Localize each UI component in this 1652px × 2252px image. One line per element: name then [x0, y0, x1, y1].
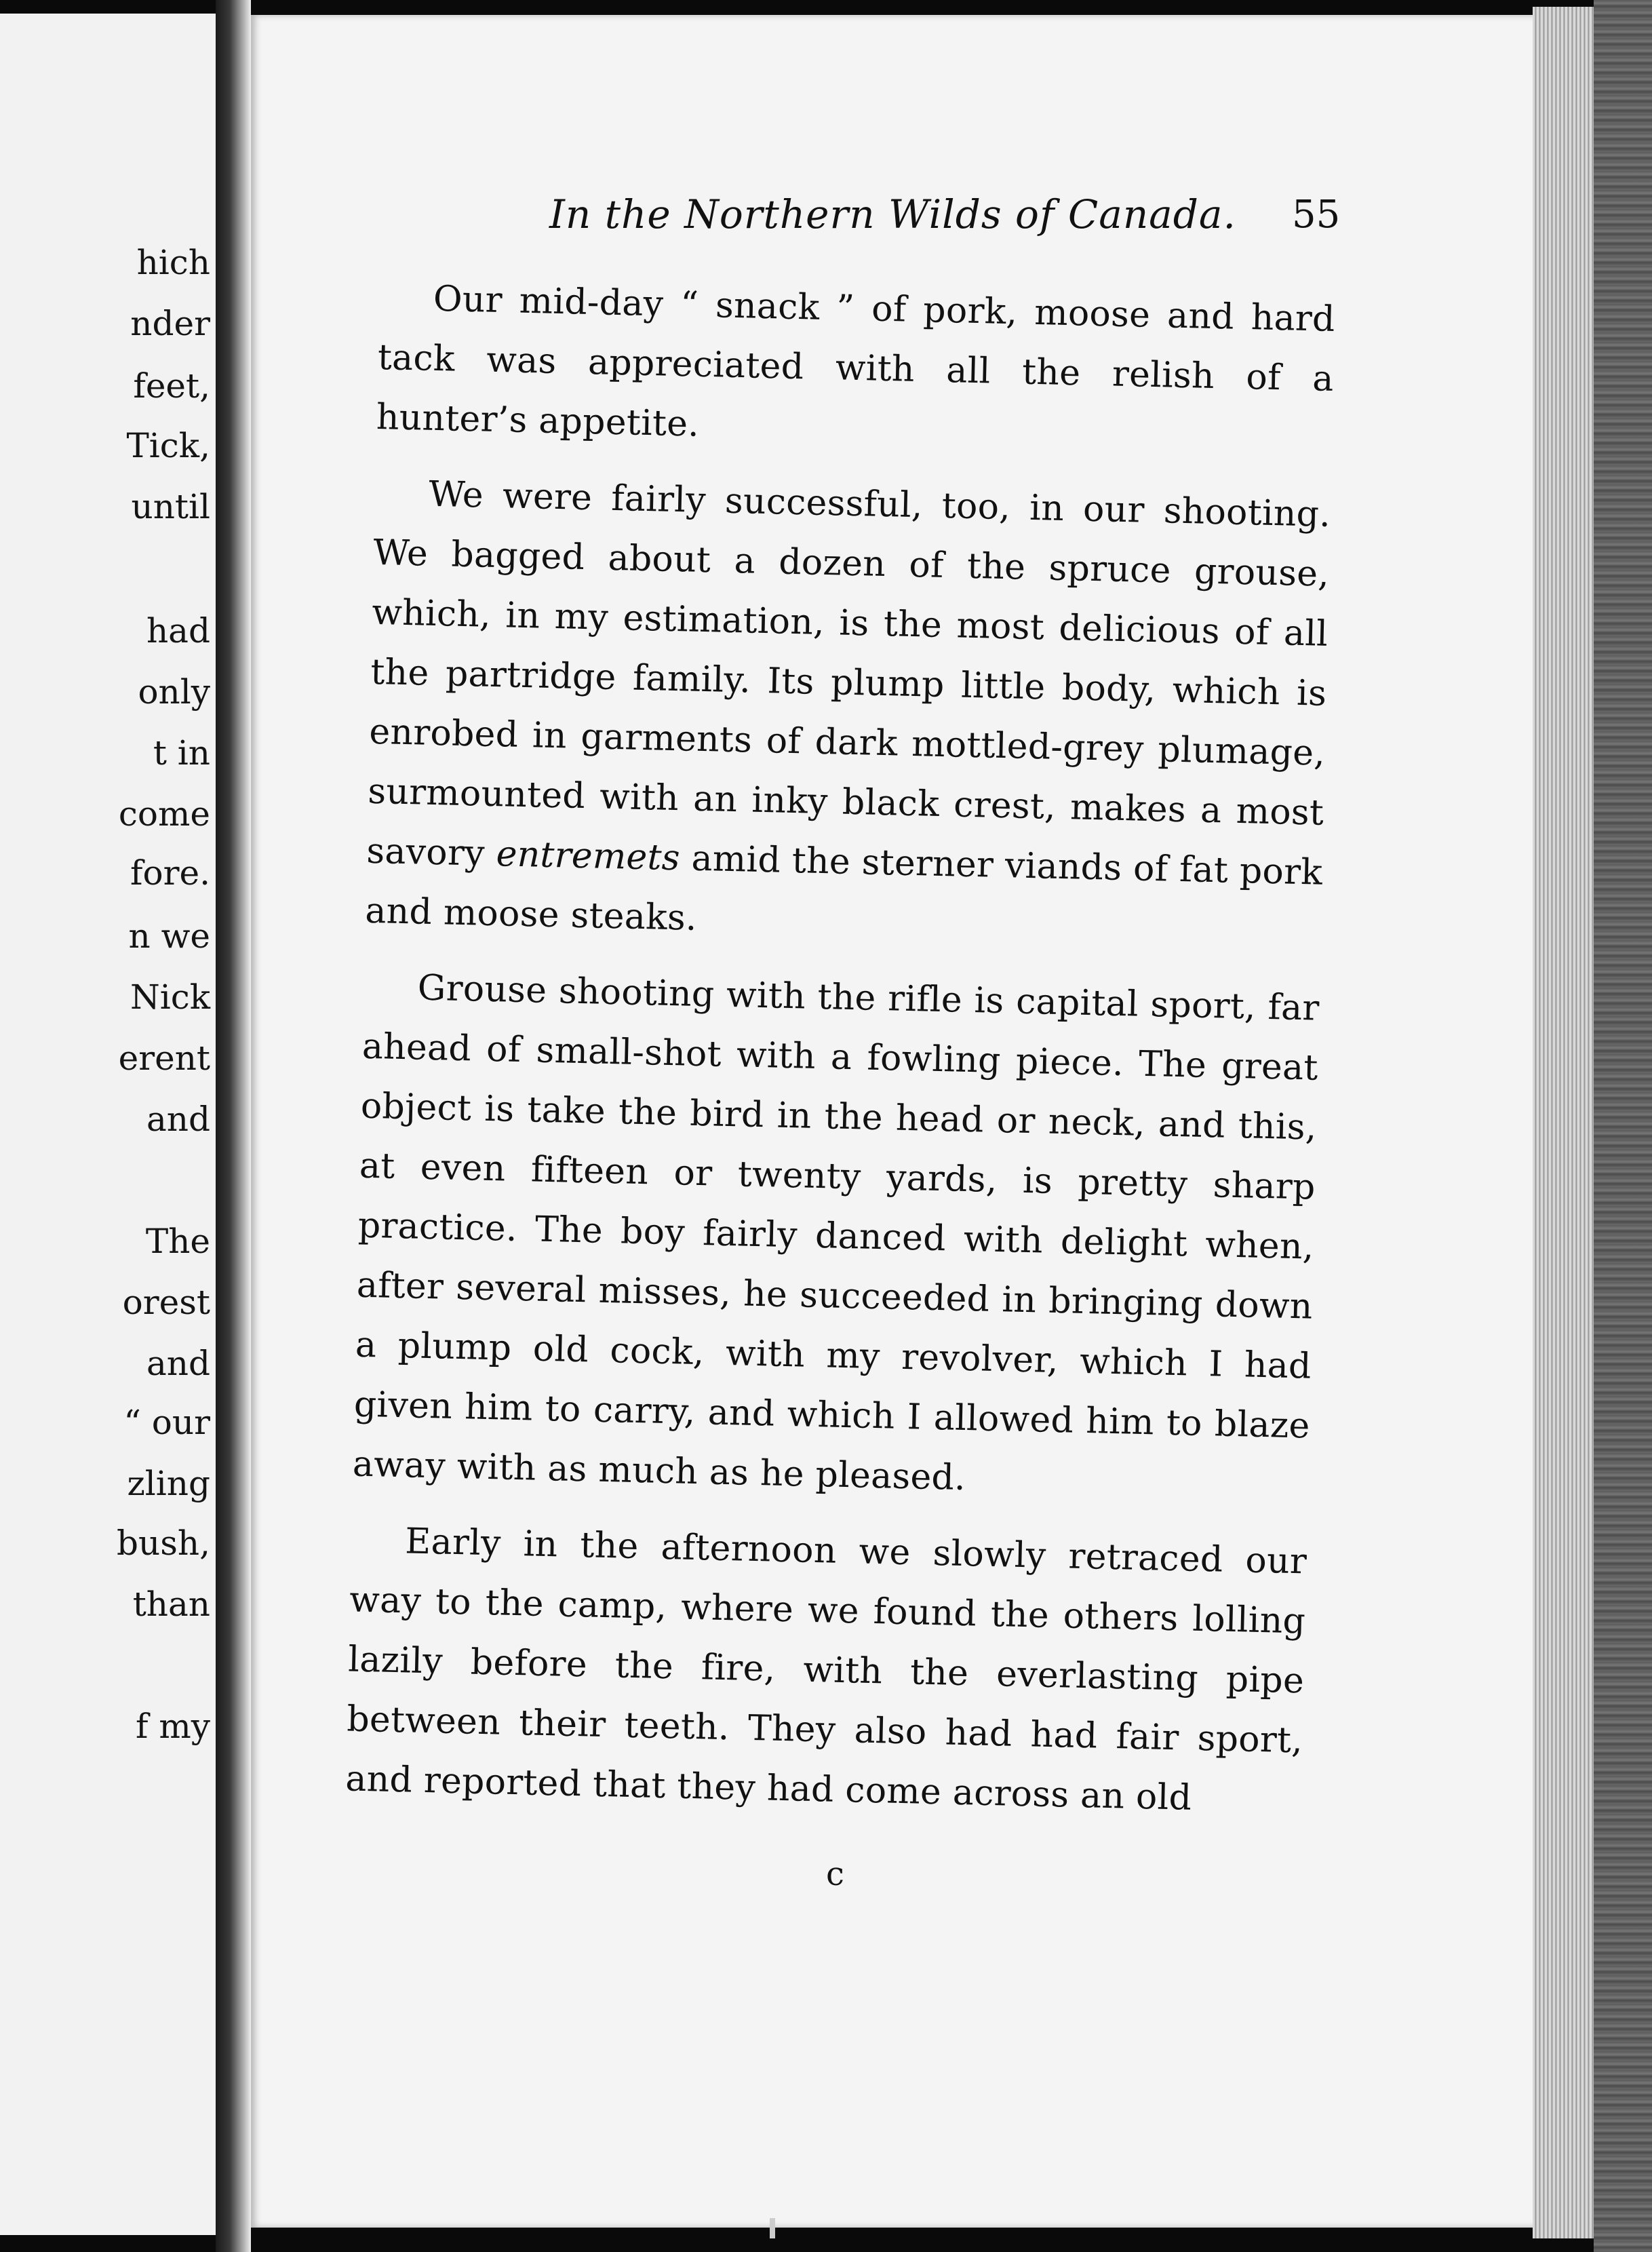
- left-page-fragment: Nick: [130, 977, 210, 1017]
- left-page-fragment: had: [146, 611, 210, 651]
- running-header: [549, 191, 1363, 246]
- left-page-fragment: erent: [118, 1038, 210, 1078]
- binding-mark: [770, 2218, 775, 2238]
- left-page-fragment: and: [146, 1100, 210, 1139]
- paragraph-2-text-after: amid the sterner viands of fat pork and moose steaks.: [364, 838, 1323, 939]
- paragraph-1: Our mid-day “ snack ” of pork, moose and hard tack was appreciated with all the relish of a hunter’s appetite.: [376, 278, 1336, 445]
- paragraph-2-text-before: We were fairly successful, too, in our shooting. We bagged about a dozen of the spruce grouse, which, in my estimation, is the most delicious of all the partridge family. Its plump little body, which is enrobed in garments of dark mottled-grey plumage, surmounted with an inky black crest, makes a most savory: [366, 473, 1331, 875]
- signature-mark: c: [826, 1855, 844, 1893]
- left-facing-page: [0, 14, 220, 2235]
- paragraph-3: Grouse shooting with the rifle is capital sport, far ahead of small-shot with a fowling piece. The great object is take the bird in the head or neck, and this, at even fifteen or twenty yards, is pretty sharp practice. The boy fairly danced with delight when, after several misses, he succeeded in bringing down a plump old cock, with my revolver, which I had given him to carry, and which I allowed him to blaze away with as much as he pleased.: [352, 967, 1320, 1499]
- left-page-fragment: only: [138, 672, 210, 712]
- book-gutter: [216, 0, 251, 2252]
- left-page-fragment: f my: [135, 1707, 210, 1746]
- left-page-fragment: until: [131, 487, 210, 526]
- left-page-fragment: fore.: [130, 853, 210, 893]
- left-page-fragment: feet,: [133, 366, 210, 406]
- left-page-fragment: zling: [127, 1464, 210, 1503]
- page-block-shadow: [1594, 0, 1652, 2252]
- left-page-fragment: than: [132, 1585, 210, 1624]
- left-page-fragment: Tick,: [126, 426, 210, 465]
- left-page-fragment: orest: [122, 1283, 210, 1322]
- left-page-fragment: nder: [130, 304, 210, 343]
- left-page-fragment: and: [146, 1344, 210, 1383]
- body-text: [345, 268, 1336, 1846]
- left-page-fragment: t in: [153, 733, 210, 773]
- left-page-fragment: hich: [136, 243, 210, 282]
- left-page-fragment: come: [118, 794, 210, 834]
- paragraph-2-italic: entremets: [496, 834, 681, 879]
- left-page-fragment: n we: [128, 916, 210, 956]
- page-number: 55: [1292, 193, 1341, 237]
- left-page-fragment: “ our: [123, 1403, 210, 1442]
- running-title: In the Northern Wilds of Canada.: [549, 191, 1236, 237]
- left-page-fragment: The: [145, 1222, 210, 1261]
- paragraph-4: Early in the afternoon we slowly retraced our way to the camp, where we found the others lolling lazily before the fire, with the everlasting pipe between their teeth. They also had had fair sport, and reported that they had come across an old: [345, 1521, 1307, 1819]
- paragraph-2: [364, 463, 1331, 963]
- left-page-fragment: bush,: [117, 1523, 210, 1563]
